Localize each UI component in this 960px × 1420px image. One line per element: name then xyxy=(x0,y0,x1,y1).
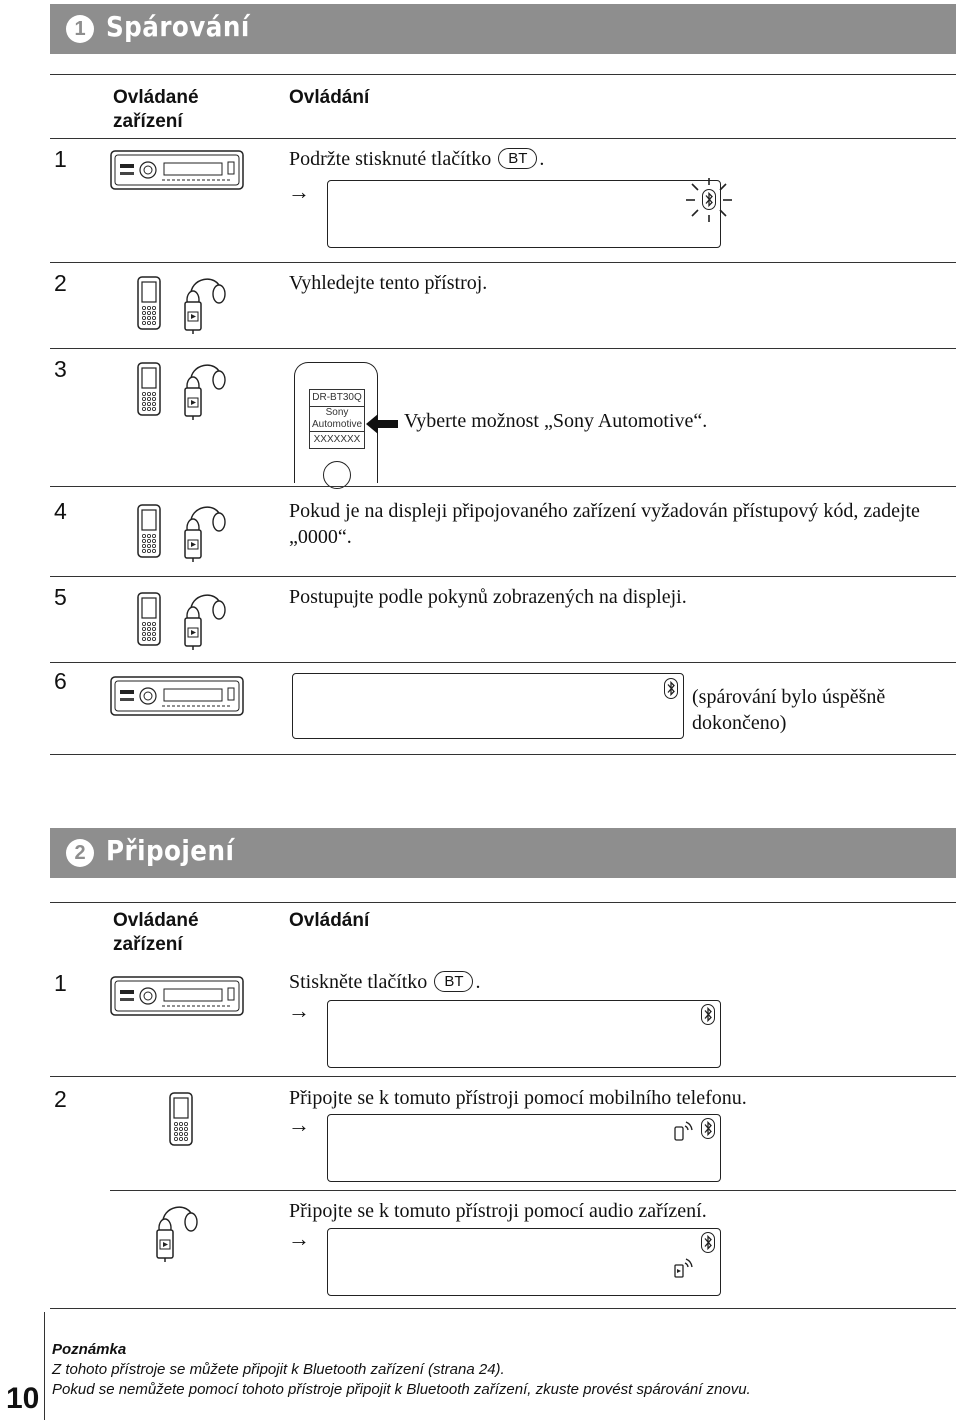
step-text: Připojte se k tomuto přístroji pomocí mobilního telefonu. xyxy=(289,1087,747,1109)
step-text: Vyberte možnost „Sony Automotive“. xyxy=(404,410,708,432)
step-number: 6 xyxy=(54,668,67,694)
step-number: 2 xyxy=(54,270,67,296)
step-text: (spárování bylo úspěšně dokončeno) xyxy=(692,686,886,734)
step-number: 1 xyxy=(54,146,67,172)
note-line: Pokud se nemůžete pomocí tohoto přístroje připojit k Bluetooth zařízení, zkuste provést spárování znovu. xyxy=(52,1381,751,1398)
unit-display xyxy=(327,1228,721,1296)
car-stereo-icon xyxy=(110,976,246,1018)
unit-display xyxy=(292,673,684,739)
unit-display xyxy=(327,180,721,248)
page-number: 10 xyxy=(6,1382,40,1415)
phone-connected-icon xyxy=(672,1120,696,1142)
audio-connected-icon xyxy=(672,1256,696,1280)
section-number: 1 xyxy=(66,15,94,43)
note-title: Poznámka xyxy=(52,1341,127,1358)
mobile-phone-icon xyxy=(137,276,163,332)
step-number: 2 xyxy=(54,1086,67,1112)
step-text: Vyhledejte tento přístroj. xyxy=(289,272,488,294)
step-tail: . xyxy=(475,971,481,993)
section-number: 2 xyxy=(66,839,94,867)
pointer-arrow-icon xyxy=(364,412,400,436)
bluetooth-blinking-icon xyxy=(683,176,735,224)
result-arrow: → xyxy=(288,998,310,1023)
bluetooth-icon xyxy=(701,1004,717,1028)
bluetooth-icon xyxy=(701,1232,717,1256)
bluetooth-icon xyxy=(701,1118,717,1142)
headphones-icon xyxy=(183,274,231,336)
headphones-icon xyxy=(183,502,231,564)
result-arrow: → xyxy=(288,179,310,204)
unit-display xyxy=(327,1000,721,1068)
headphones-icon xyxy=(183,360,231,422)
device-list-item-selected: Sony xyxy=(325,407,349,418)
step-number: 4 xyxy=(54,498,67,524)
table-bottom-rule xyxy=(50,754,956,755)
unit-display xyxy=(327,1114,721,1182)
row-divider xyxy=(110,1190,956,1191)
step-number: 3 xyxy=(54,356,67,382)
table-top-rule xyxy=(50,902,956,903)
row-divider xyxy=(50,138,956,139)
step-number: 5 xyxy=(54,584,67,610)
car-stereo-icon xyxy=(110,676,246,718)
bt-button-icon: BT xyxy=(434,971,473,992)
bt-button-icon: BT xyxy=(498,148,537,169)
note-vertical-rule xyxy=(44,1312,45,1420)
headphones-icon xyxy=(183,590,231,652)
step-instruction xyxy=(289,969,480,995)
row-divider xyxy=(50,576,956,577)
result-arrow: → xyxy=(288,1226,310,1251)
column-header-device: Ovládané zařízení xyxy=(113,87,199,132)
column-header-operation: Ovládání xyxy=(289,910,370,931)
mobile-phone-icon xyxy=(137,504,163,560)
mobile-phone-icon xyxy=(169,1092,195,1148)
device-list-item: XXXXXXX xyxy=(313,434,361,445)
row-divider xyxy=(50,348,956,349)
phone-device-list xyxy=(309,389,365,449)
row-divider xyxy=(50,262,956,263)
column-header-operation: Ovládání xyxy=(289,87,370,108)
mobile-phone-icon xyxy=(137,362,163,418)
page-number-box xyxy=(0,1378,42,1420)
row-divider xyxy=(50,662,956,663)
table-top-rule xyxy=(50,74,956,75)
result-arrow: → xyxy=(288,1112,310,1137)
bluetooth-icon xyxy=(664,678,680,702)
phone-nav-button xyxy=(323,461,351,489)
step-instruction xyxy=(289,146,544,172)
step-number: 1 xyxy=(54,970,67,996)
mobile-phone-icon xyxy=(137,592,163,648)
note-line: Z tohoto přístroje se můžete připojit k Bluetooth zařízení (strana 24). xyxy=(52,1361,505,1378)
column-header-device: Ovládané zařízení xyxy=(113,910,199,955)
section-title: Spárování xyxy=(106,10,250,43)
section-banner-pairing xyxy=(50,4,956,54)
row-divider xyxy=(50,1076,956,1077)
step-text: Připojte se k tomuto přístroji pomocí audio zařízení. xyxy=(289,1200,707,1222)
headphones-icon xyxy=(155,1202,203,1264)
step-tail: . xyxy=(539,148,545,170)
section-banner-connection xyxy=(50,828,956,878)
step-text: Postupujte podle pokynů zobrazených na displeji. xyxy=(289,586,687,608)
row-divider xyxy=(50,486,956,487)
step-text: Pokud je na displeji připojovaného zařízení vyžadován přístupový kód, zadejte „0000“. xyxy=(289,500,920,548)
step-text: Stiskněte tlačítko xyxy=(289,971,428,993)
device-list-item-selected: Automotive xyxy=(311,419,363,430)
device-list-item: DR-BT30Q xyxy=(310,390,364,407)
car-stereo-icon xyxy=(110,150,246,192)
section-title: Připojení xyxy=(106,834,235,867)
note-divider xyxy=(50,1308,956,1309)
step-text: Podržte stisknuté tlačítko xyxy=(289,148,492,170)
